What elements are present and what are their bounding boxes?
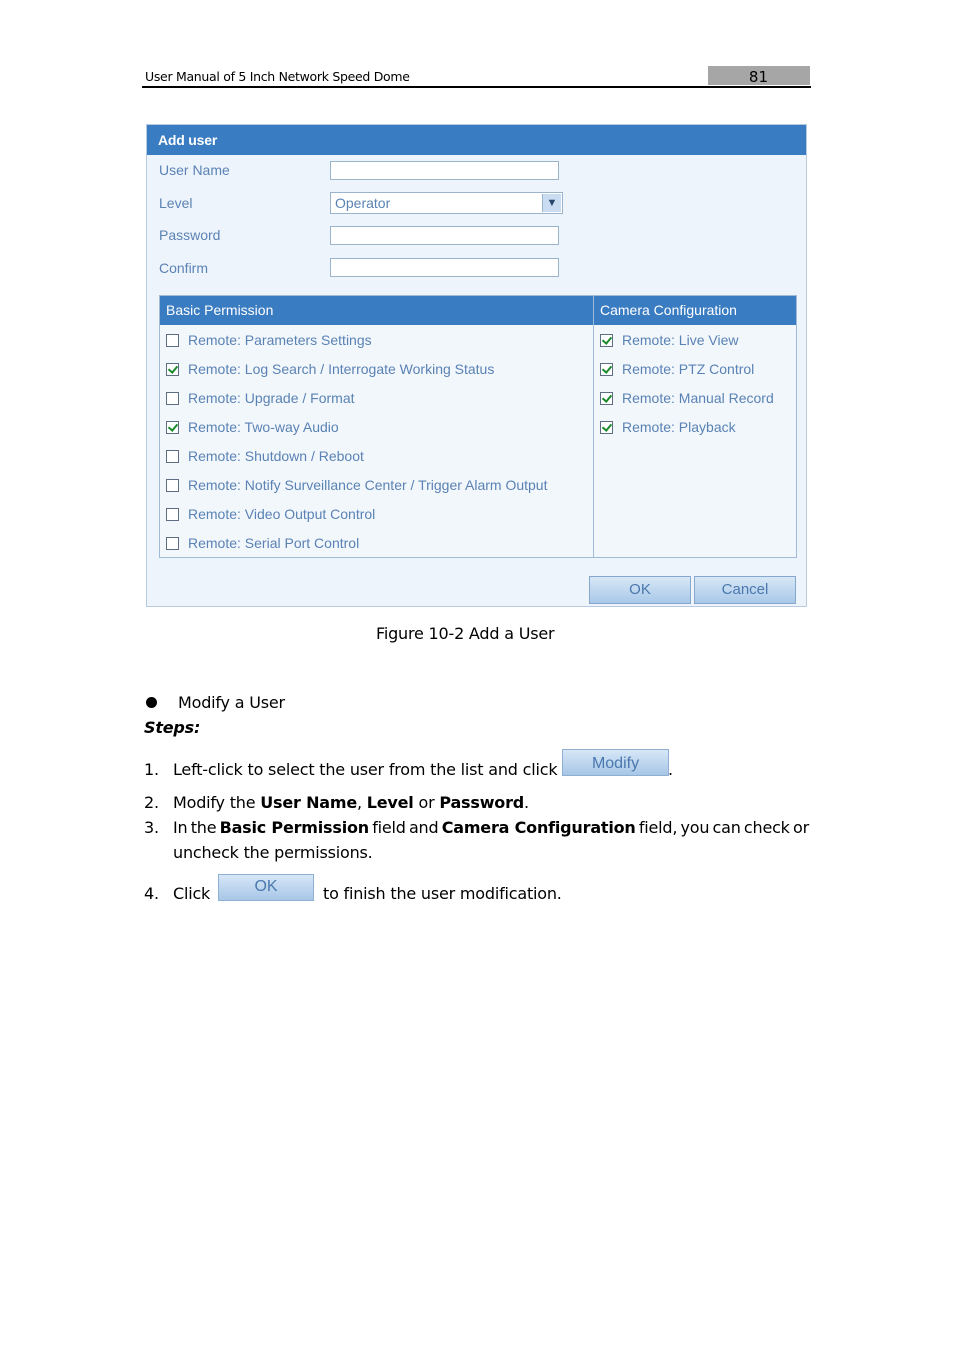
permission-label: Remote: PTZ Control: [622, 361, 755, 377]
step-text: Click: [173, 884, 211, 903]
confirm-input[interactable]: [330, 258, 559, 277]
permission-label: Remote: Parameters Settings: [188, 332, 372, 348]
cancel-button[interactable]: Cancel: [694, 576, 796, 604]
permission-label: Remote: Serial Port Control: [188, 535, 360, 551]
step-text: In the Basic Permission field and Camera Configuration field, you can check or: [173, 818, 809, 837]
user-name-label: User Name: [159, 162, 230, 178]
permission-label: Remote: Video Output Control: [188, 506, 376, 522]
permission-label: Remote: Two-way Audio: [188, 419, 339, 435]
level-select[interactable]: [330, 192, 563, 214]
checkbox[interactable]: [166, 479, 179, 492]
page-number: 81: [748, 68, 768, 86]
step-number: 1.: [144, 760, 159, 779]
steps-label: Steps:: [144, 718, 201, 737]
permission-label: Remote: Manual Record: [622, 390, 774, 406]
step-number: 3.: [144, 818, 159, 837]
checkbox[interactable]: [166, 363, 179, 376]
permission-label: Remote: Playback: [622, 419, 736, 435]
permission-panel: [159, 295, 797, 558]
permission-label: Remote: Upgrade / Format: [188, 390, 355, 406]
user-name-input[interactable]: [330, 161, 559, 180]
checkbox[interactable]: [166, 392, 179, 405]
step-number: 2.: [144, 793, 159, 812]
step-text: Left-click to select the user from the list and click: [173, 760, 558, 779]
checkbox[interactable]: [600, 392, 613, 405]
step-text-line2: uncheck the permissions.: [173, 843, 373, 862]
ok-button-inline[interactable]: OK: [218, 874, 314, 901]
modify-button[interactable]: Modify: [562, 749, 669, 776]
checkbox[interactable]: [600, 363, 613, 376]
add-user-dialog: [146, 124, 807, 607]
permission-label: Remote: Shutdown / Reboot: [188, 448, 364, 464]
basic-permission-header: Basic Permission: [160, 296, 593, 325]
section-heading: Modify a User: [178, 693, 285, 712]
checkbox[interactable]: [600, 334, 613, 347]
password-label: Password: [159, 227, 221, 243]
checkbox[interactable]: [600, 421, 613, 434]
panel-divider: [593, 296, 594, 557]
chevron-down-icon[interactable]: ▼: [542, 194, 561, 212]
header-title: User Manual of 5 Inch Network Speed Dome: [145, 69, 410, 84]
step-text-end: .: [668, 760, 673, 779]
checkbox[interactable]: [166, 421, 179, 434]
header-rule: [142, 86, 811, 88]
checkbox[interactable]: [166, 450, 179, 463]
figure-caption: Figure 10-2 Add a User: [376, 624, 555, 643]
camera-configuration-header: Camera Configuration: [594, 296, 796, 325]
checkbox[interactable]: [166, 508, 179, 521]
ok-button[interactable]: OK: [589, 576, 691, 604]
step-text-end: to finish the user modification.: [323, 884, 562, 903]
permission-label: Remote: Live View: [622, 332, 739, 348]
confirm-label: Confirm: [159, 260, 209, 276]
permission-label: Remote: Notify Surveillance Center / Trigger Alarm Output: [188, 477, 548, 493]
checkbox[interactable]: [166, 334, 179, 347]
bullet-icon: [146, 697, 157, 708]
step-text: Modify the User Name, Level or Password.: [173, 793, 529, 812]
level-label: Level: [159, 195, 193, 211]
checkbox[interactable]: [166, 537, 179, 550]
dialog-title: Add user: [147, 125, 806, 155]
permission-label: Remote: Log Search / Interrogate Working Status: [188, 361, 495, 377]
step-number: 4.: [144, 884, 159, 903]
page-number-box: [708, 66, 810, 85]
password-input[interactable]: [330, 226, 559, 245]
level-value: Operator: [335, 195, 391, 211]
